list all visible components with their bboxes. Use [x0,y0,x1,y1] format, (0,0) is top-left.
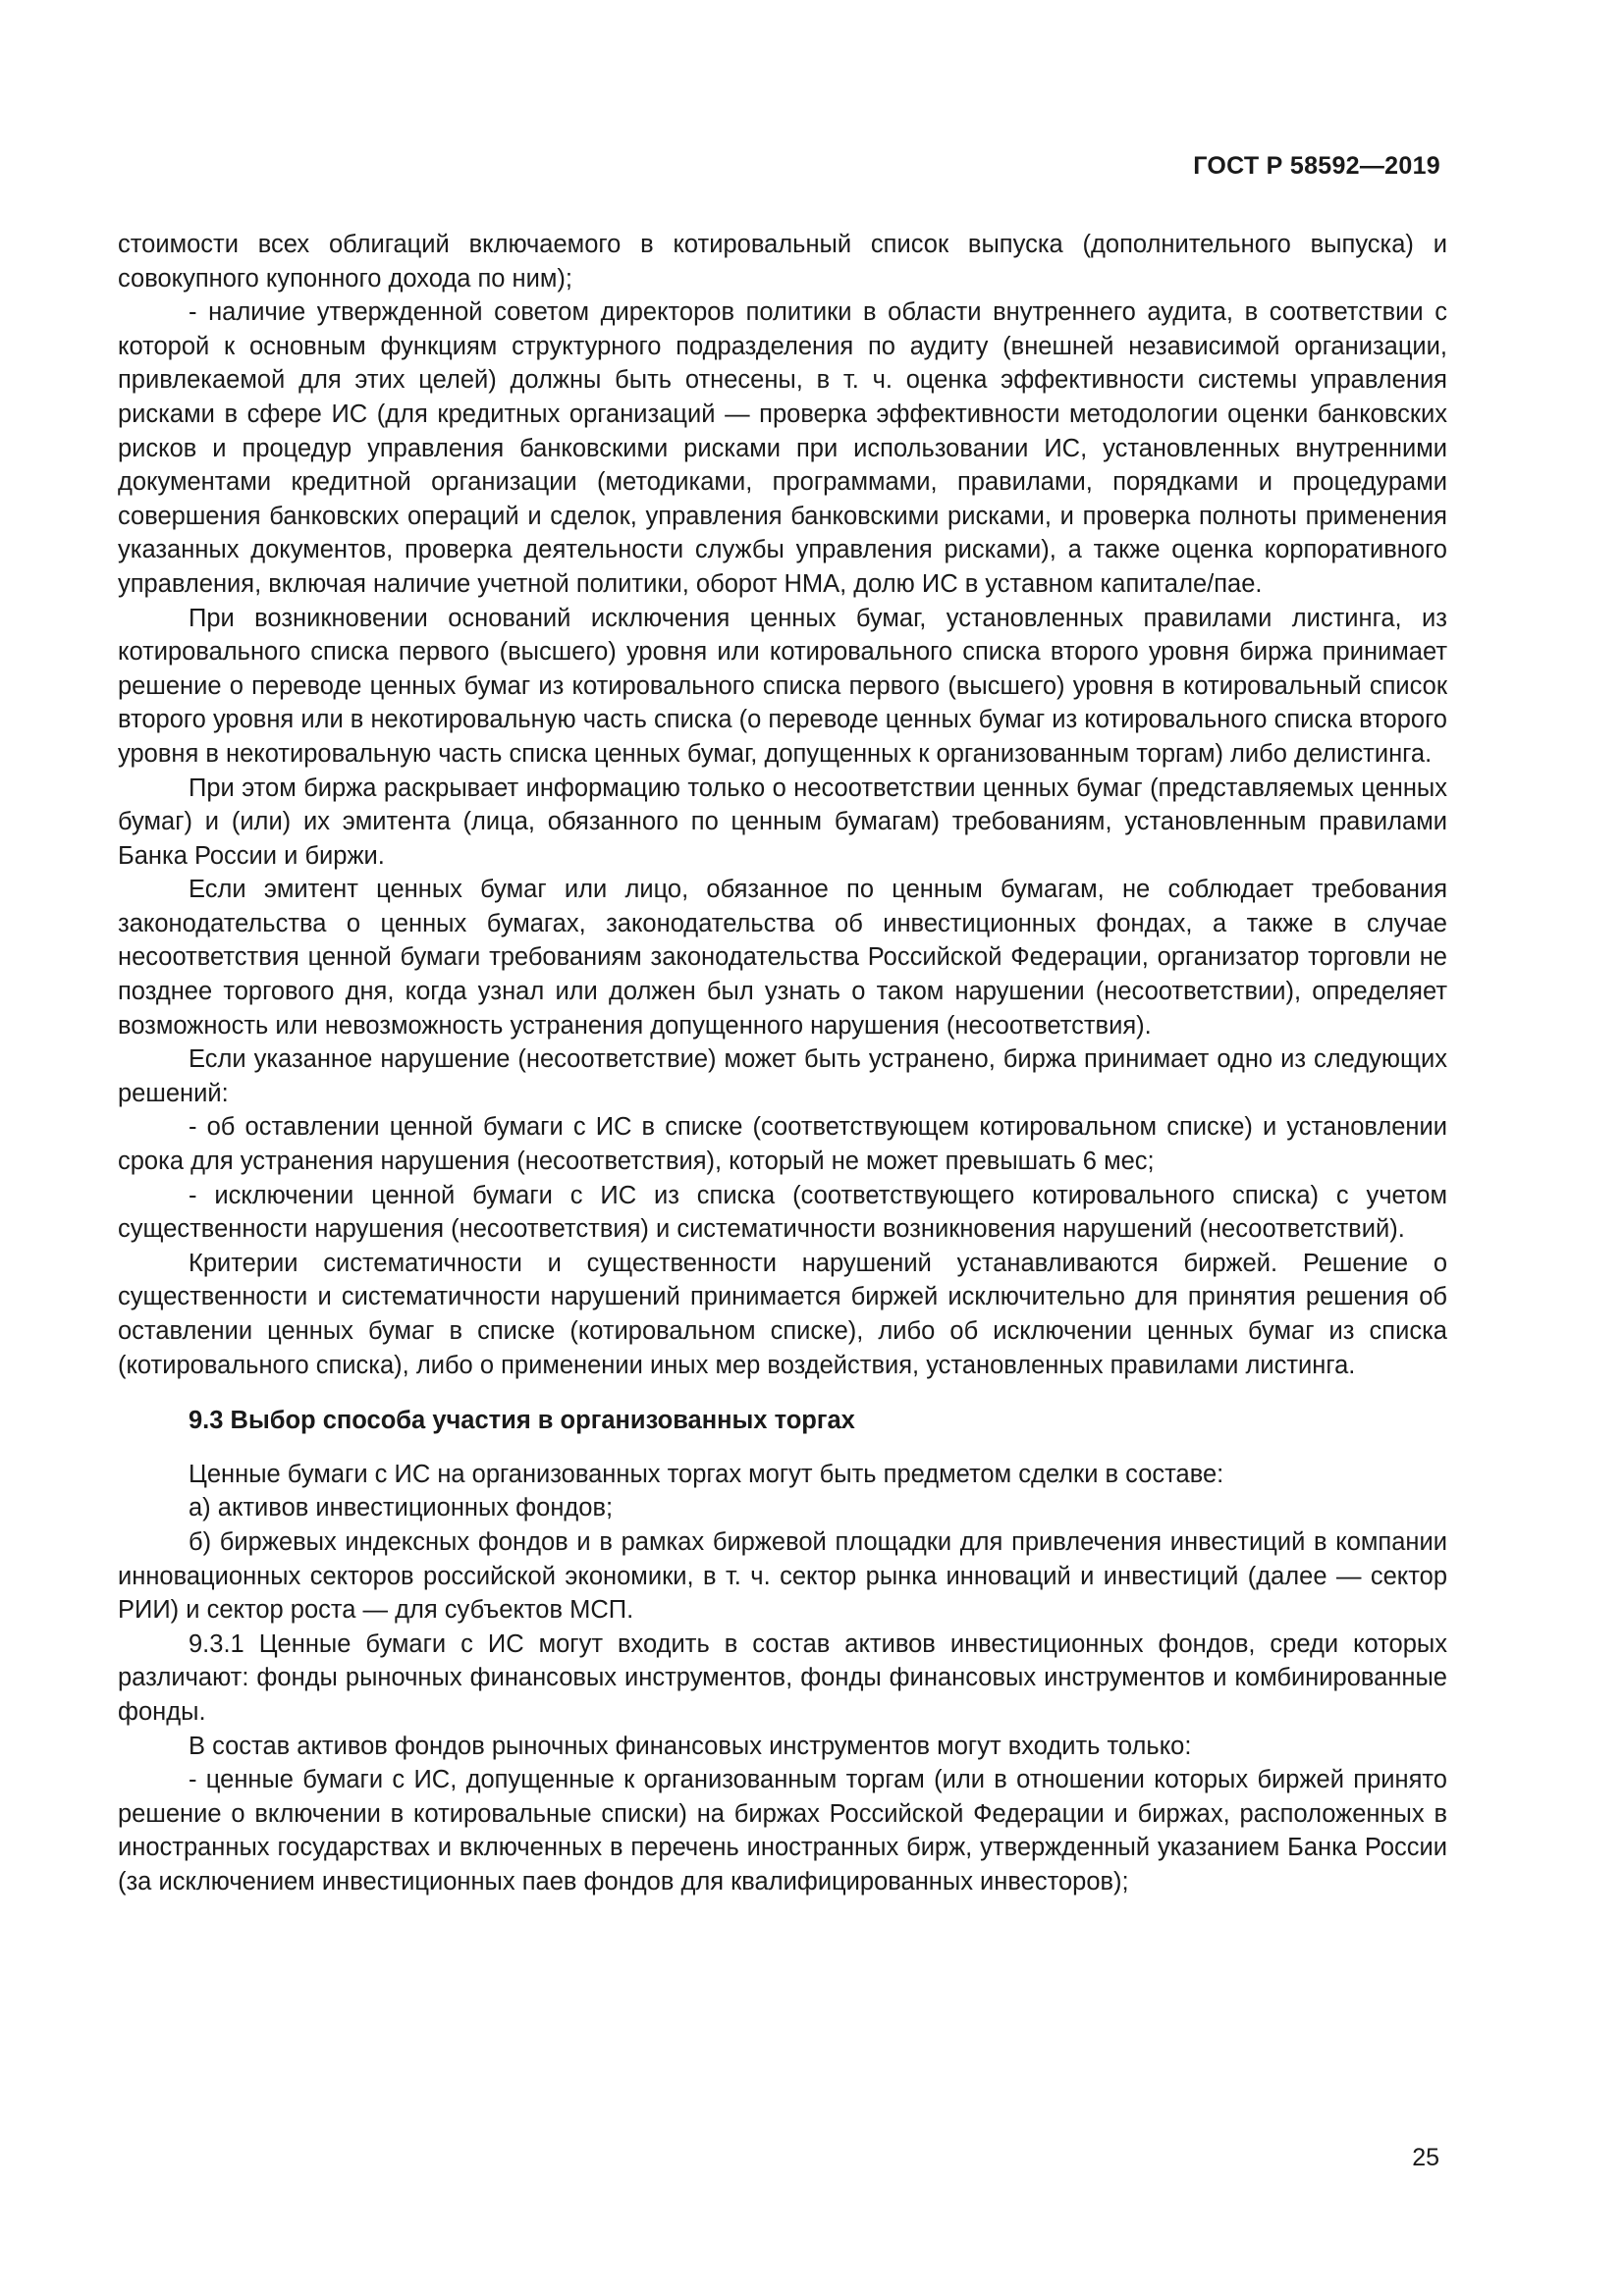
paragraph: При возникновении оснований исключения ценных бумаг, установленных правилами листинга, из котировального списка первого (высшего) уровня или котировального списка второго уровня биржа принимает решение о переводе ценных бумаг из котировального списка первого (высшего) уровня в котировальный список второго уровня или в некотировальную часть списка (о переводе ценных бумаг из котировального списка второго уровня в некотировальную часть списка ценных бумаг, допущенных к организованным торгам) либо делистинга. [118,604,1447,768]
paragraph: стоимости всех облигаций включаемого в котировальный список выпуска (дополнительного выпуска) и совокупного купонного дохода по ним); [118,231,1447,293]
paragraph: При этом биржа раскрывает информацию только о несоответствии ценных бумаг (представляемых ценных бумаг) и (или) их эмитента (лица, обязанного по ценным бумагам) требованиям, установленным правилами Банка России и биржи. [118,774,1447,870]
paragraph: Ценные бумаги с ИС на организованных торгах могут быть предметом сделки в составе: [189,1460,1224,1488]
list-item: б) биржевых индексных фондов и в рамках биржевой площадки для привлечения инвестиций в компании инновационных секторов российской экономики, в т. ч. сектор рынка инноваций и инвестиций (далее — сектор РИИ) и сектор роста — для субъектов МСП. [118,1527,1447,1625]
paragraph: 9.3.1 Ценные бумаги с ИС могут входить в состав активов инвестиционных фондов, среди которых различают: фонды рыночных финансовых инструментов, фонды финансовых инструментов и комбинированные фонды. [118,1629,1447,1726]
paragraph: - наличие утвержденной советом директоров политики в области внутреннего аудита, в соответствии с которой к основным функциям структурного подразделения по аудиту (внешней независимой организации, привлекаемой для этих целей) должны быть отнесены, в т. ч. оценка эффективности системы управления рисками в сфере ИС (для кредитных организаций — проверка эффективности методологии оценки банковских рисков и процедур управления банковскими рисками при использовании ИС, установленных внутренними документами кредитной организации (методиками, программами, правилами, порядками и процедурами совершения банковских операций и сделок, управления банковскими рисками, и проверка полноты применения указанных документов, проверка деятельности службы управления рисками), а также оценка корпоративного управления, включая наличие учетной политики, оборот НМА, долю ИС в уставном капитале/пае. [118,298,1447,598]
paragraph: Критерии систематичности и существенности нарушений устанавливаются биржей. Решение о существенности и систематичности нарушений принимается биржей исключительно для принятия решения об оставлении ценных бумаг в списке (котировальном списке), либо об исключении ценных бумаг из списка (котировального списка), либо о применении иных мер воздействия, установленных правилами листинга. [118,1249,1447,1379]
paragraph: В состав активов фондов рыночных финансовых инструментов могут входить только: [189,1732,1192,1760]
list-item: - об оставлении ценной бумаги с ИС в списке (соответствующем котировальном списке) и установлении срока для устранения нарушения (несоответствия), который не может превышать 6 мес; [118,1113,1447,1176]
page-number: 25 [1412,2144,1439,2171]
section-heading: 9.3 Выбор способа участия в организованных торгах [189,1407,855,1435]
paragraph: Если указанное нарушение (несоответствие) может быть устранено, биржа принимает одно из следующих решений: [118,1045,1447,1107]
list-item: а) активов инвестиционных фондов; [189,1494,614,1522]
standard-header: ГОСТ Р 58592—2019 [1193,152,1440,180]
list-item: - ценные бумаги с ИС, допущенные к организованным торгам (или в отношении которых биржей принято решение о включении в котировальные списки) на биржах Российской Федерации и биржах, расположенных в иностранных государствах и включенных в перечень иностранных бирж, утвержденный указанием Банка России (за исключением инвестиционных паев фондов для квалифицированных инвесторов); [118,1766,1447,1896]
list-item: - исключении ценной бумаги с ИС из списка (соответствующего котировального списка) с учетом существенности нарушения (несоответствия) и систематичности возникновения нарушений (несоответствий). [118,1181,1447,1244]
page-body [118,228,1447,1899]
paragraph: Если эмитент ценных бумаг или лицо, обязанное по ценным бумагам, не соблюдает требования законодательства о ценных бумагах, законодательства об инвестиционных фондах, а также в случае несоответствия ценной бумаги требованиям законодательства Российской Федерации, организатор торговли не позднее торгового дня, когда узнал или должен был узнать о таком нарушении (несоответствии), определяет возможность или невозможность устранения допущенного нарушения (несоответствия). [118,876,1447,1040]
